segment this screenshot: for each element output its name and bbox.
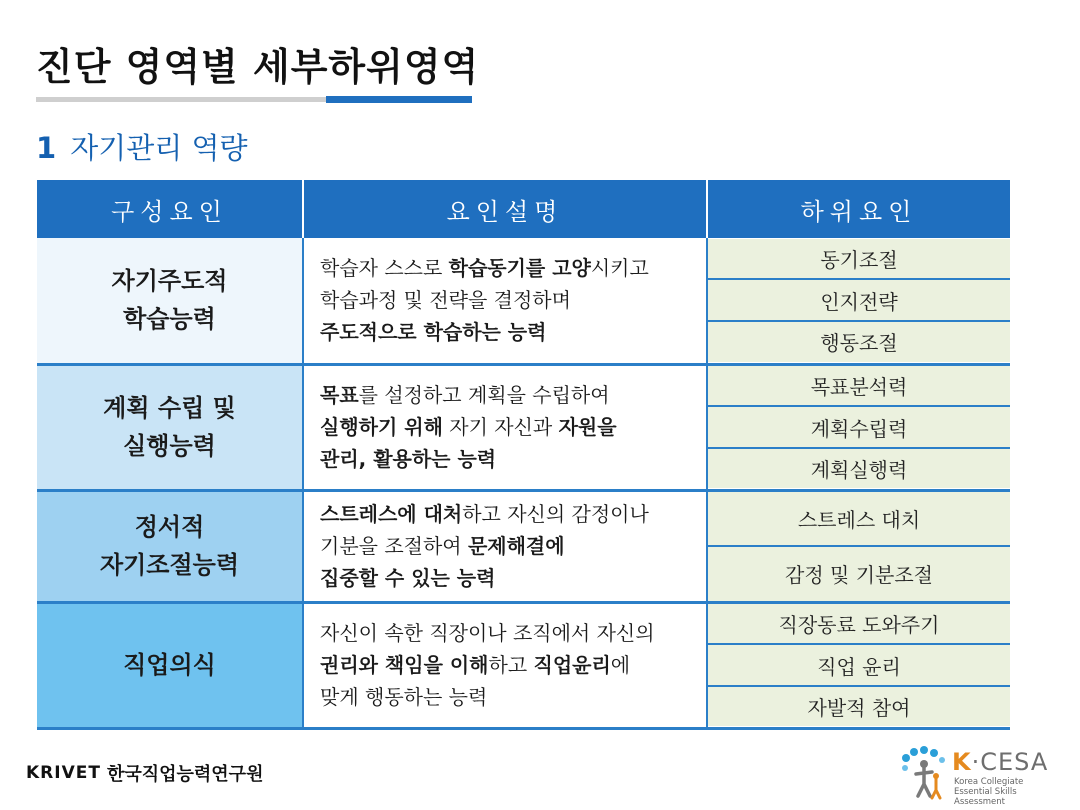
- description-emphasis: 학습동기를 고양: [448, 256, 591, 281]
- table-row: [37, 364, 1010, 490]
- description-line: [320, 649, 706, 681]
- description-line: [320, 411, 706, 443]
- description-cell: [303, 602, 707, 728]
- description-text: 에: [610, 653, 631, 677]
- factor-cell: [37, 238, 303, 364]
- description-text: 기분을 조절하여: [320, 534, 468, 558]
- header-description: 요인설명: [303, 180, 707, 238]
- factor-line: 직업의식: [123, 651, 216, 679]
- subfactor-item: 스트레스 대치: [708, 492, 1010, 546]
- description-text: 맞게 행동하는 능력: [320, 685, 488, 709]
- subfactor-item: 행동조절: [708, 320, 1010, 362]
- description-line: [320, 379, 706, 411]
- description-cell: [303, 238, 707, 364]
- description-line: [320, 443, 706, 475]
- description-emphasis: 집중할 수 있는 능력: [320, 566, 496, 590]
- description-text: 학습자 스스로: [320, 256, 449, 281]
- section-number: 1: [36, 131, 57, 165]
- title-underline-accent: [326, 96, 472, 103]
- factor-cell: [37, 364, 303, 490]
- factor-line: 학습능력: [123, 305, 216, 334]
- description-line: [320, 562, 706, 594]
- factor-line: 정서적: [134, 513, 205, 541]
- krivet-logo: [26, 760, 263, 786]
- description-text: 자신이 속한 직장이나 조직에서 자신의: [320, 621, 655, 645]
- table-row: [37, 490, 1010, 602]
- subfactor-item: 계획실행력: [708, 447, 1010, 489]
- description-line: [320, 316, 706, 348]
- description-line: [320, 681, 706, 713]
- description-cell: [303, 490, 707, 602]
- subfactor-item: 계획수립력: [708, 405, 1010, 447]
- description-emphasis: 문제해결에: [467, 534, 565, 558]
- subfactor-cell: [707, 602, 1010, 728]
- factor-line: 계획 수립 및: [103, 394, 236, 422]
- kcesa-wordmark: K·CESA: [952, 748, 1049, 776]
- factor-line: 실행능력: [123, 432, 216, 460]
- subfactor-item: 직장동료 도와주기: [708, 604, 1010, 644]
- section-title: [36, 126, 248, 167]
- header-factor: 구성요인: [37, 180, 303, 238]
- factor-cell: [37, 490, 303, 602]
- description-line: [320, 252, 706, 284]
- krivet-logo-ko: 한국직업능력연구원: [106, 764, 264, 785]
- subfactor-item: 자발적 참여: [708, 685, 1010, 727]
- subfactor-item: 직업 윤리: [708, 643, 1010, 685]
- description-text: 하고 자신의 감정이나: [462, 502, 649, 526]
- factor-line: 자기조절능력: [99, 551, 240, 579]
- description-line: [320, 530, 706, 562]
- description-emphasis: 자원을: [558, 415, 617, 439]
- description-emphasis: 관리, 활용하는 능력: [320, 447, 497, 471]
- subfactor-cell: [707, 490, 1010, 602]
- kcesa-logo: [898, 746, 1068, 807]
- subfactor-cell: [707, 238, 1010, 364]
- header-subfactors: 하위요인: [707, 180, 1010, 238]
- description-cell: [303, 364, 707, 490]
- description-text: 를 설정하고 계획을 수립하여: [358, 383, 610, 407]
- subfactor-item: 인지전략: [708, 278, 1010, 320]
- subfactor-cell: [707, 364, 1010, 490]
- description-text: 학습과정 및 전략을 결정하며: [320, 288, 571, 313]
- table-row: [37, 238, 1010, 364]
- subfactor-item: 감정 및 기분조절: [708, 545, 1010, 601]
- description-text: 시키고: [590, 256, 649, 281]
- description-emphasis: 목표: [320, 383, 359, 407]
- kcesa-tagline: Korea Collegiate Essential Skills Assessment: [954, 777, 1024, 807]
- table-header-row: [37, 180, 1010, 238]
- page-title: 진단 영역별 세부하위영역: [36, 45, 480, 89]
- krivet-logo-en: KRIVET: [26, 763, 101, 783]
- description-line: [320, 498, 706, 530]
- description-text: 하고: [488, 653, 534, 677]
- description-emphasis: 권리와 책임을 이해: [320, 653, 489, 677]
- section-title-text: 자기관리 역량: [70, 131, 248, 165]
- subfactor-item: 목표분석력: [708, 366, 1010, 406]
- description-emphasis: 직업윤리: [533, 653, 611, 677]
- description-emphasis: 실행하기 위해: [320, 415, 443, 439]
- description-emphasis: 스트레스에 대처: [320, 502, 463, 526]
- factor-cell: [37, 602, 303, 728]
- description-text: 자기 자신과: [442, 415, 559, 439]
- competency-table: [37, 180, 1010, 730]
- factor-line: 자기주도적: [111, 267, 228, 296]
- description-line: [320, 617, 706, 649]
- subfactor-item: 동기조절: [708, 239, 1010, 279]
- description-emphasis: 주도적으로 학습하는 능력: [320, 320, 547, 345]
- table-row: [37, 602, 1010, 728]
- description-line: [320, 284, 706, 316]
- kcesa-emblem-icon: [898, 746, 952, 800]
- title-underline-gray: [36, 97, 326, 102]
